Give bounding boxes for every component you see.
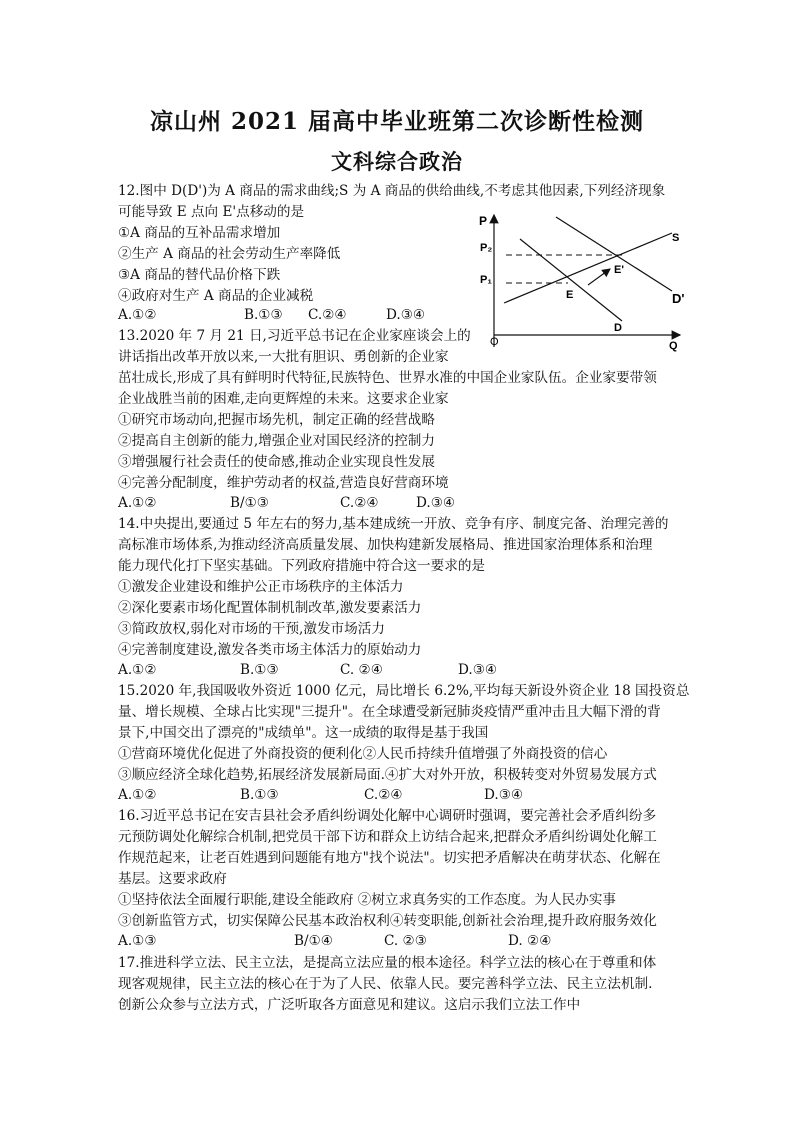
new-demand-curve — [556, 217, 672, 291]
q16-option-d: D. ②④ — [508, 933, 552, 949]
q16-stem-line: 基层。这要求政府 — [118, 871, 227, 887]
x-axis-label: Q — [669, 340, 678, 352]
q13-choice-2: ②提高自主创新的能力,增强企业对国民经济的控制力 — [118, 433, 435, 449]
q16-stem-line: 作规范起来，让老百姓遇到问题能有地方"找个说法"。切实把矛盾解决在萌芽状态、化解在 — [118, 850, 661, 866]
q14-option-b: B.①③ — [240, 662, 279, 678]
q15-option-b: B.①③ — [240, 787, 279, 803]
q16-stem-line: 16.习近平总书记在安吉县社会矛盾纠纷调处化解中心调研时强调，要完善社会矛盾纠纷多 — [118, 808, 657, 824]
q16-options — [118, 931, 588, 951]
q13-stem-line: 企业战胜当前的困难,走向更辉煌的未来。这要求企业家 — [118, 391, 449, 407]
shift-arrow — [588, 269, 610, 285]
q15-stem-line: 景下,中国交出了漂亮的"成绩单"。这一成绩的取得是基于我国 — [118, 725, 489, 741]
q16-choices-1-2: ①坚持依法全面履行职能,建设全能政府 ②树立求真务实的工作态度。为人民办实事 — [118, 892, 617, 908]
supply-curve-label: S — [672, 232, 680, 244]
q12-stem-line: 12.图中 D(D')为 A 商品的需求曲线;S 为 A 商品的供给曲线,不考虑其他因素,下列经济现象 — [118, 183, 666, 199]
q15-choices-1-2: ①营商环境优化促进了外商投资的便利化②人民币持续升值增强了外商投资的信心 — [118, 746, 608, 762]
point-e-new-label: E' — [614, 264, 624, 276]
q14-stem-line: 能力现代化打下坚实基础。下列政府措施中符合这一要求的是 — [118, 558, 486, 574]
q14-choice-1: ①激发企业建设和维护公正市场秩序的主体活力 — [118, 579, 404, 595]
q15-option-c: C.②④ — [364, 787, 403, 803]
q12-option-a: A.①② — [118, 307, 157, 323]
q13-option-c: C.②④ — [340, 495, 379, 511]
supply-demand-graph — [476, 207, 686, 355]
demand-curve-label: D — [614, 322, 622, 334]
q17-stem-line: 17.推进科学立法、民主立法，是提高立法应量的根本途径。科学立法的核心在于尊重和体 — [118, 955, 657, 971]
q14-stem-line: 14.中央提出,要通过 5 年左右的努力,基本建成统一开放、竞争有序、制度完备、治理完善的 — [118, 516, 669, 532]
q14-option-c: C. ②④ — [340, 662, 383, 678]
p2-label: P₂ — [480, 242, 493, 254]
q14-choice-2: ②深化要素市场化配置体制机制改革,激发要素活力 — [118, 600, 422, 616]
q12-stem-line: 可能导致 E 点向 E'点移动的是 — [118, 204, 305, 220]
q12-option-d: D.③④ — [386, 307, 426, 323]
q16-choices-3-4: ③创新监管方式，切实保障公民基本政治权利④转变职能,创新社会治理,提升政府服务效化 — [118, 913, 657, 929]
q16-option-a: A.①③ — [118, 933, 157, 949]
q13-choice-4: ④完善分配制度，维护劳动者的权益,营造良好营商环境 — [118, 475, 449, 491]
q13-options — [118, 493, 478, 513]
q13-stem-line: 讲话指出改革开放以来,一大批有胆识、勇创新的企业家 — [118, 349, 449, 365]
exam-title: 凉山州 2021 届高中毕业班第二次诊断性检测 — [149, 108, 645, 135]
q12-choice-4: ④政府对生产 A 商品的企业减税 — [118, 288, 314, 304]
q12-options — [118, 305, 458, 325]
q16-option-b: B/①④ — [294, 933, 333, 949]
q12-option-c: C.②④ — [308, 307, 347, 323]
q14-stem-line: 高标准市场体系,为推动经济高质量发展、加快构建新发展格局、推进国家治理体系和治理 — [118, 537, 653, 553]
new-demand-curve-label: D' — [672, 291, 685, 306]
q15-option-a: A.①② — [118, 787, 157, 803]
q13-choice-1: ①研究市场动向,把握市场先机，制定正确的经营战略 — [118, 412, 435, 428]
q15-stem-line: 15.2020 年,我国吸收外资近 1000 亿元，局比增长 6.2%,平均每天新设外资企业 18 国投资总 — [118, 683, 690, 699]
q14-choice-3: ③简政放权,弱化对市场的干预,激发市场活力 — [118, 621, 385, 637]
q13-stem-line: 13.2020 年 7 月 21 日,习近平总书记在企业家座谈会上的 — [118, 328, 471, 344]
supply-curve — [504, 233, 672, 303]
q12-choice-3: ③A 商品的替代品价格下跌 — [118, 267, 281, 283]
q13-option-d: D.③④ — [416, 495, 456, 511]
y-axis-label: P — [479, 214, 488, 228]
q14-option-d: D.③④ — [458, 662, 498, 678]
q12-choice-1: ①A 商品的互补品需求增加 — [118, 225, 281, 241]
q16-option-c: C. ②③ — [384, 933, 427, 949]
q17-stem-line: 现客观规律，民主立法的核心在于为了人民、依靠人民。要完善科学立法、民主立法机制. — [118, 976, 653, 992]
q14-option-a: A.①② — [118, 662, 157, 678]
q15-options — [118, 785, 538, 805]
q12-option-b: B.①③ — [244, 307, 283, 323]
q13-choice-3: ③增强履行社会责任的使命感,推动企业实现良性发展 — [118, 454, 435, 470]
q16-stem-line: 元预防调处化解综合机制,把党员干部下访和群众上访结合起来,把群众矛盾纠纷调处化解工 — [118, 829, 657, 845]
demand-curve — [520, 239, 622, 321]
q15-choices-3-4: ③顺应经济全球化趋势,拓展经济发展新局面.④扩大对外开放，积极转变对外贸易发展方式 — [118, 767, 657, 783]
q17-stem-line: 创新公众参与立法方式，广泛听取各方面意见和建议。这启示我们立法工作中 — [118, 997, 581, 1013]
q13-option-a: A.①② — [118, 495, 157, 511]
q13-stem-line: 茁壮成长,形成了具有鲜明时代特征,民族特色、世界水准的中国企业家队伍。企业家要带领 — [118, 370, 657, 386]
q14-choice-4: ④完善制度建设,激发各类市场主体活力的原始动力 — [118, 642, 422, 658]
point-e-label: E — [566, 289, 574, 301]
exam-subtitle: 文科综合政治 — [331, 149, 463, 174]
origin-label: O — [490, 336, 499, 348]
q12-choice-2: ②生产 A 商品的社会劳动生产率降低 — [118, 246, 341, 262]
q15-stem-line: 量、增长规模、全球占比实现"三提升"。在全球遭受新冠肺炎疫情严重冲击且大幅下滑的背 — [118, 704, 661, 720]
q14-options — [118, 660, 518, 680]
p1-label: P₁ — [480, 274, 492, 286]
q15-option-d: D.③④ — [484, 787, 524, 803]
q13-option-b: B/①③ — [230, 495, 269, 511]
